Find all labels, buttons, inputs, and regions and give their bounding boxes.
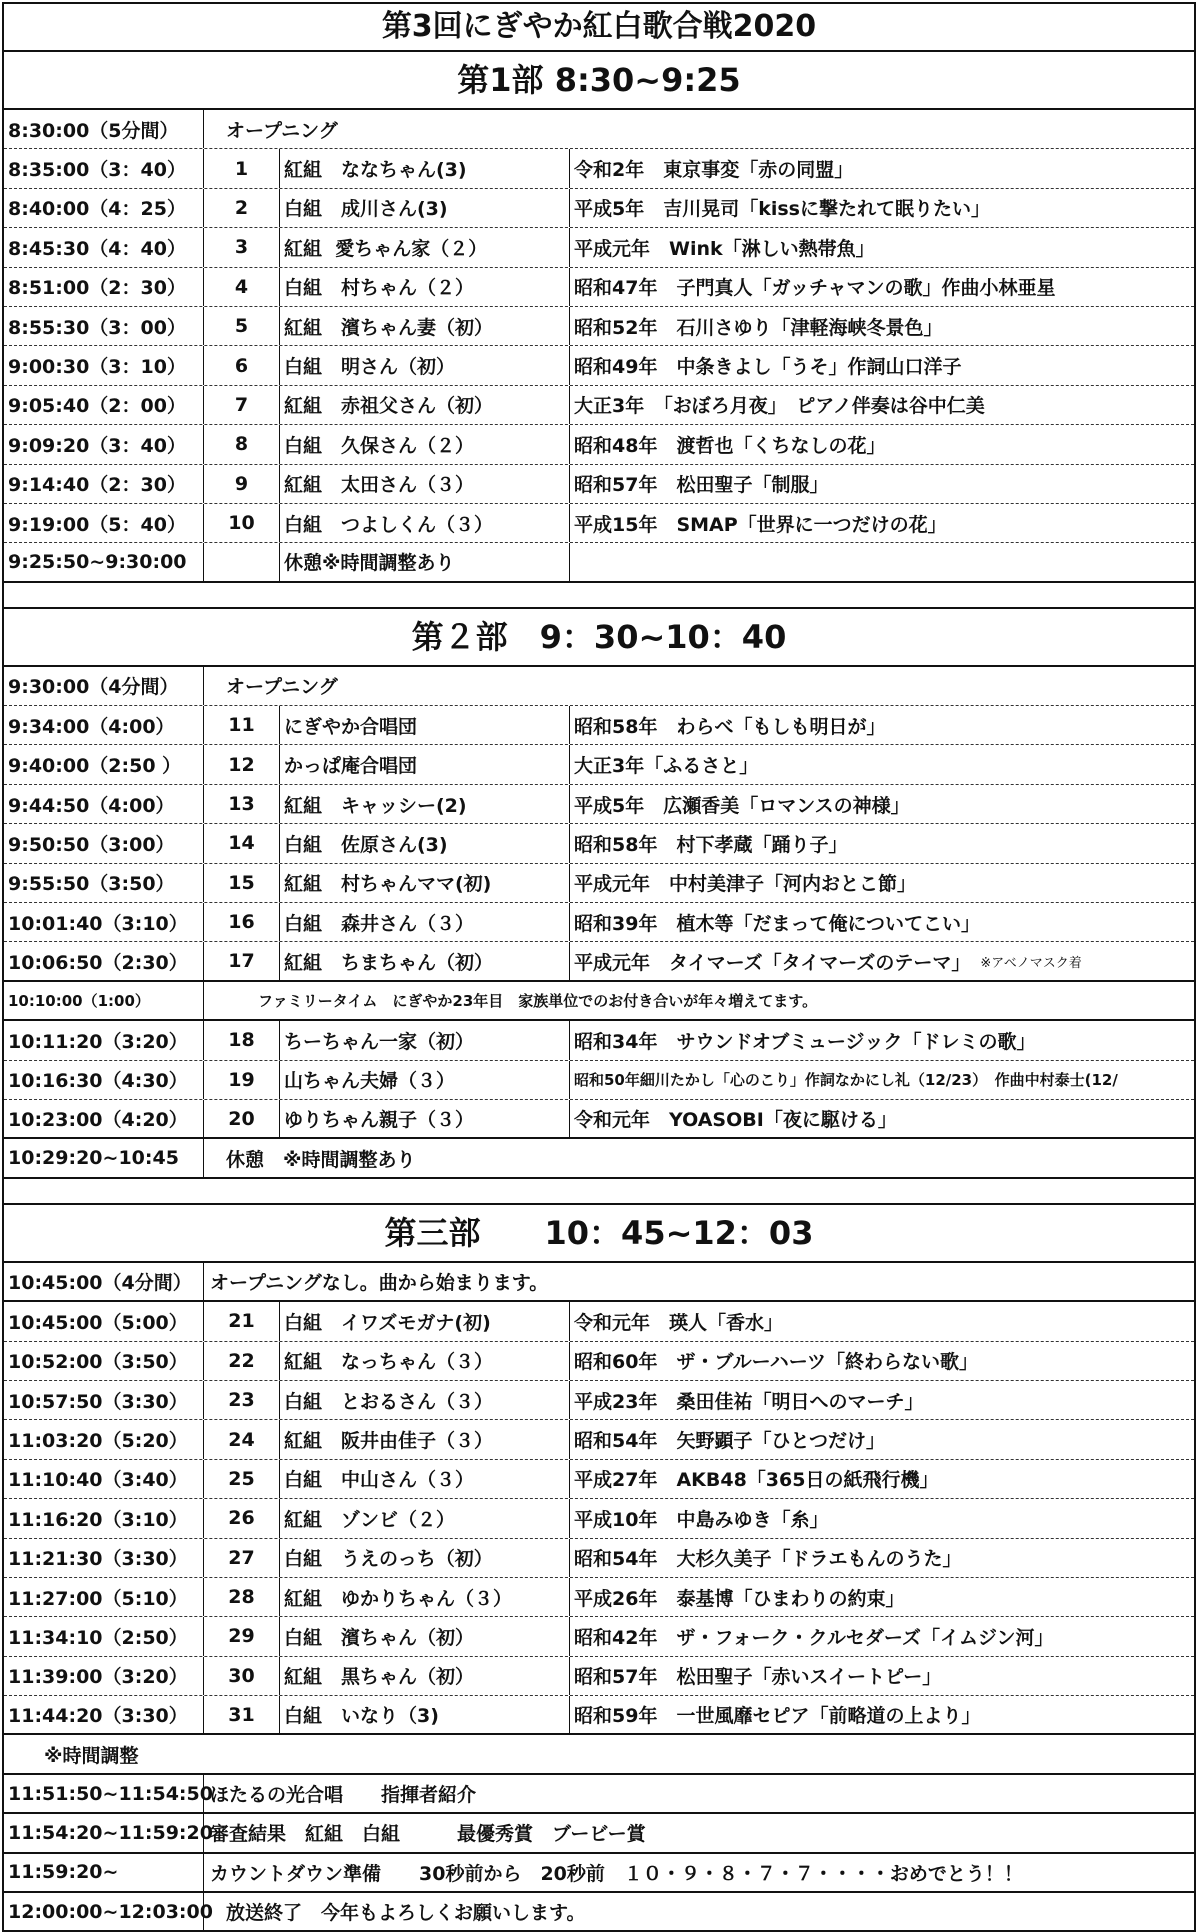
time-cell: 11:27:00（5:10） (4, 1578, 204, 1616)
program-row (4, 1420, 1194, 1459)
performer-cell: 紅組 濱ちゃん妻（初） (280, 307, 570, 345)
finale-text: 放送終了 今年もよろしくお願いします。 (226, 1902, 586, 1925)
time-cell: 8:30:00（5分間） (4, 110, 204, 148)
performer-cell: 休憩※時間調整あり (280, 543, 570, 580)
song-cell: 昭和57年 松田聖子「制服」 (574, 474, 829, 497)
time-cell: 10:23:00（4:20） (4, 1100, 204, 1137)
section-gap (4, 1179, 1194, 1205)
part2-header: 第２部 9：30~10：40 (4, 609, 1194, 667)
song-cell: 平成5年 吉川晃司「kissに撃たれて眠りたい」 (574, 198, 990, 221)
part2-rows-2 (4, 1021, 1194, 1139)
program-row (4, 785, 1194, 824)
finale-row (4, 1893, 1194, 1932)
number-cell: 15 (204, 864, 280, 902)
performer-cell: 白組 いなり（3) (280, 1696, 570, 1733)
song-cell: 昭和54年 大杉久美子「ドラエもんのうた」 (574, 1548, 962, 1571)
song-cell: 平成27年 AKB48「365日の紙飛行機」 (574, 1469, 939, 1492)
performer-cell: 白組 濱ちゃん（初） (280, 1617, 570, 1655)
program-row (4, 1061, 1194, 1100)
break-text: 休憩 ※時間調整あり (226, 1148, 416, 1171)
song-cell: 昭和57年 松田聖子「赤いスイートピー」 (574, 1666, 942, 1689)
part1-header: 第1部 8:30~9:25 (4, 52, 1194, 110)
song-cell: 大正3年「ふるさと」 (574, 755, 759, 778)
number-cell: 22 (204, 1342, 280, 1380)
program-row (4, 706, 1194, 745)
number-cell: 13 (204, 785, 280, 823)
family-time-row (4, 982, 1194, 1021)
song-cell (570, 543, 1194, 580)
song-cell: 昭和58年 わらべ「もしも明日が」 (574, 715, 886, 738)
time-cell: 9:55:50（3:50） (4, 864, 204, 902)
program-row (4, 903, 1194, 942)
time-cell: 9:44:50（4:00） (4, 785, 204, 823)
part3-rows (4, 1302, 1194, 1735)
number-cell: 24 (204, 1420, 280, 1458)
part1-opening-row (4, 110, 1194, 149)
program-row (4, 543, 1194, 582)
song-cell: 昭和58年 村下孝蔵「踊り子」 (574, 833, 848, 856)
program-row (4, 149, 1194, 188)
time-cell: 8:40:00（4：25） (4, 189, 204, 227)
number-cell: 4 (204, 268, 280, 306)
program-row (4, 504, 1194, 543)
program-row (4, 465, 1194, 504)
performer-cell: 紅組 黒ちゃん（初） (280, 1657, 570, 1695)
finale-text: カウントダウン準備 30秒前から 20秒前 １０・９・８・７・７・・・・おめでとう！！ (210, 1862, 1023, 1885)
song-cell: 昭和52年 石川さゆり「津軽海峡冬景色」 (574, 316, 943, 339)
program-row (4, 425, 1194, 464)
program-row (4, 1460, 1194, 1499)
program-row (4, 1657, 1194, 1696)
part1-rows (4, 149, 1194, 582)
part2-rows (4, 706, 1194, 982)
performer-cell: にぎやか合唱団 (280, 706, 570, 744)
program-sheet (2, 2, 1196, 1932)
program-row (4, 307, 1194, 346)
time-cell: 11:59:20~ (4, 1854, 204, 1891)
song-cell: 令和2年 東京事変「赤の同盟」 (574, 159, 854, 182)
program-row (4, 745, 1194, 784)
performer-cell: 白組 つよしくん（３） (280, 504, 570, 542)
time-cell: 11:16:20（3:10） (4, 1499, 204, 1537)
performer-cell: 白組 成川さん(3) (280, 189, 570, 227)
performer-cell: ちーちゃん一家（初） (280, 1021, 570, 1059)
number-cell: 26 (204, 1499, 280, 1537)
number-cell: 28 (204, 1578, 280, 1616)
program-row (4, 1499, 1194, 1538)
finale-row (4, 1814, 1194, 1853)
number-cell: 8 (204, 425, 280, 463)
song-cell: 昭和48年 渡哲也「くちなしの花」 (574, 434, 886, 457)
time-cell: 8:35:00（3：40） (4, 149, 204, 187)
program-row (4, 268, 1194, 307)
program-row (4, 942, 1194, 981)
part2-opening-row (4, 667, 1194, 706)
song-cell: 平成26年 泰基博「ひまわりの約束」 (574, 1587, 905, 1610)
song-cell: 令和元年 瑛人「香水」 (574, 1311, 784, 1334)
song-cell: 昭和49年 中条きよし「うそ」作詞山口洋子 (574, 356, 962, 379)
time-cell: 11:51:50~11:54:50 (4, 1775, 204, 1812)
opening-text: オープニングなし。曲から始まります。 (210, 1271, 549, 1294)
number-cell: 9 (204, 465, 280, 503)
number-cell: 2 (204, 189, 280, 227)
time-cell: 11:44:20（3:30） (4, 1696, 204, 1733)
song-cell: 昭和50年細川たかし「心のこり」作詞なかにし礼（12/23） 作曲中村泰士(12/ (574, 1071, 1118, 1090)
time-cell: 10:06:50（2:30） (4, 942, 204, 979)
time-adjust-note: ※時間調整 (44, 1744, 139, 1767)
song-note: ※アベノマスク着 (980, 955, 1082, 971)
performer-cell: 白組 森井さん（３） (280, 903, 570, 941)
number-cell: 19 (204, 1061, 280, 1099)
program-row (4, 1021, 1194, 1060)
time-cell: 10:01:40（3:10） (4, 903, 204, 941)
time-cell: 9:34:00（4:00） (4, 706, 204, 744)
finale-rows (4, 1775, 1194, 1932)
performer-cell: 紅組 村ちゃんママ(初) (280, 864, 570, 902)
time-cell: 9:19:00（5：40） (4, 504, 204, 542)
song-cell: 昭和54年 矢野顕子「ひとつだけ」 (574, 1430, 886, 1453)
program-row (4, 1342, 1194, 1381)
number-cell: 16 (204, 903, 280, 941)
program-row (4, 1539, 1194, 1578)
number-cell: 1 (204, 149, 280, 187)
opening-text: オープニング (226, 119, 338, 142)
time-cell: 12:00:00~12:03:00 (4, 1893, 204, 1930)
number-cell: 21 (204, 1302, 280, 1340)
performer-cell: 白組 中山さん（３） (280, 1460, 570, 1498)
time-cell: 10:29:20~10:45 (4, 1139, 204, 1176)
performer-cell: 紅組 ちまちゃん（初） (280, 942, 570, 979)
number-cell: 25 (204, 1460, 280, 1498)
time-cell: 11:39:00（3:20） (4, 1657, 204, 1695)
performer-cell: 白組 イワズモガナ(初) (280, 1302, 570, 1340)
performer-cell: 白組 久保さん（２） (280, 425, 570, 463)
opening-text: オープニング (226, 676, 338, 699)
number-cell: 12 (204, 745, 280, 783)
program-row (4, 1381, 1194, 1420)
finale-row (4, 1854, 1194, 1893)
number-cell: 18 (204, 1021, 280, 1059)
time-cell: 11:21:30（3:30） (4, 1539, 204, 1577)
song-cell: 昭和59年 一世風靡セピア「前略道の上より」 (574, 1705, 981, 1728)
time-cell: 11:10:40（3:40） (4, 1460, 204, 1498)
number-cell: 5 (204, 307, 280, 345)
song-cell: 平成23年 桑田佳祐「明日へのマーチ」 (574, 1390, 924, 1413)
song-cell: 昭和60年 ザ・ブルーハーツ「終わらない歌」 (574, 1351, 978, 1374)
number-cell: 6 (204, 346, 280, 384)
time-cell: 8:51:00（2：30） (4, 268, 204, 306)
song-cell: 平成15年 SMAP「世界に一つだけの花」 (574, 513, 947, 536)
program-row (4, 1696, 1194, 1735)
number-cell: 10 (204, 504, 280, 542)
family-time-text: ファミリータイム にぎやか23年目 家族単位でのお付き合いが年々増えてます。 (258, 992, 818, 1010)
number-cell: 11 (204, 706, 280, 744)
time-cell: 9:40:00（2:50 ） (4, 745, 204, 783)
performer-cell: ゆりちゃん親子（３） (280, 1100, 570, 1137)
part3-header: 第三部 10：45~12：03 (4, 1205, 1194, 1263)
performer-cell: 紅組 ななちゃん(3) (280, 149, 570, 187)
part2-break-row (4, 1139, 1194, 1178)
number-cell: 31 (204, 1696, 280, 1733)
song-cell: 平成元年 Wink「淋しい熱帯魚」 (574, 237, 875, 260)
time-cell: 8:45:30（4：40） (4, 228, 204, 266)
performer-cell: 山ちゃん夫婦（３） (280, 1061, 570, 1099)
time-cell: 10:52:00（3:50） (4, 1342, 204, 1380)
time-cell: 11:03:20（5:20） (4, 1420, 204, 1458)
performer-cell: 紅組 なっちゃん（３） (280, 1342, 570, 1380)
time-cell: 10:11:20（3:20） (4, 1021, 204, 1059)
program-row (4, 1617, 1194, 1656)
performer-cell: 白組 うえのっち（初） (280, 1539, 570, 1577)
number-cell: 20 (204, 1100, 280, 1137)
program-row (4, 228, 1194, 267)
performer-cell: 紅組 ゆかりちゃん（３） (280, 1578, 570, 1616)
number-cell: 14 (204, 824, 280, 862)
song-cell: 昭和39年 植木等「だまって俺についてこい」 (574, 912, 981, 935)
program-row (4, 1100, 1194, 1139)
performer-cell: 紅組 キャッシー(2) (280, 785, 570, 823)
time-cell: 9:00:30（3：10） (4, 346, 204, 384)
section-gap (4, 583, 1194, 609)
number-cell: 30 (204, 1657, 280, 1695)
program-row (4, 824, 1194, 863)
performer-cell: 紅組 阪井由佳子（３） (280, 1420, 570, 1458)
song-cell: 令和元年 YOASOBI「夜に駆ける」 (574, 1109, 897, 1132)
song-cell: 平成元年 タイマーズ「タイマーズのテーマ」 (574, 951, 971, 974)
number-cell: 23 (204, 1381, 280, 1419)
time-cell: 10:45:00（5:00） (4, 1302, 204, 1340)
song-cell: 昭和47年 子門真人「ガッチャマンの歌」作曲小林亜星 (574, 277, 1056, 300)
time-cell: 9:05:40（2：00） (4, 386, 204, 424)
performer-cell: 紅組 愛ちゃん家（２） (280, 228, 570, 266)
finale-text: 審査結果 紅組 白組 最優秀賞 ブービー賞 (210, 1823, 646, 1846)
finale-text: ほたるの光合唱 指揮者紹介 (210, 1784, 477, 1807)
performer-cell: 紅組 ゾンビ（２） (280, 1499, 570, 1537)
performer-cell: 紅組 太田さん（３） (280, 465, 570, 503)
number-cell: 3 (204, 228, 280, 266)
program-row (4, 1578, 1194, 1617)
song-cell: 昭和34年 サウンドオブミュージック「ドレミの歌」 (574, 1030, 1036, 1053)
time-cell: 11:54:20~11:59:20 (4, 1814, 204, 1851)
number-cell: 27 (204, 1539, 280, 1577)
number-cell: 7 (204, 386, 280, 424)
song-cell: 平成10年 中島みゆき「糸」 (574, 1508, 829, 1531)
program-row (4, 346, 1194, 385)
time-cell: 10:10:00（1:00） (4, 982, 204, 1019)
number-cell (204, 543, 280, 580)
time-cell: 9:14:40（2：30） (4, 465, 204, 503)
time-cell: 9:09:20（3：40） (4, 425, 204, 463)
time-cell: 11:34:10（2:50） (4, 1617, 204, 1655)
part3-opening-row (4, 1263, 1194, 1302)
page-title: 第3回にぎやか紅白歌合戦2020 (4, 2, 1194, 52)
song-cell: 昭和42年 ザ・フォーク・クルセダーズ「イムジン河」 (574, 1626, 1054, 1649)
song-cell: 平成元年 中村美津子「河内おとこ節」 (574, 873, 917, 896)
number-cell: 17 (204, 942, 280, 979)
time-cell: 9:50:50（3:00） (4, 824, 204, 862)
song-cell: 平成5年 広瀬香美「ロマンスの神様」 (574, 794, 910, 817)
time-cell: 9:30:00（4分間） (4, 667, 204, 705)
performer-cell: 紅組 赤祖父さん（初） (280, 386, 570, 424)
time-cell: 8:55:30（3：00） (4, 307, 204, 345)
time-cell: 10:16:30（4:30） (4, 1061, 204, 1099)
performer-cell: かっぱ庵合唱団 (280, 745, 570, 783)
performer-cell: 白組 村ちゃん（２） (280, 268, 570, 306)
program-row (4, 864, 1194, 903)
song-cell: 大正3年 「おぼろ月夜」 ピアノ伴奏は谷中仁美 (574, 395, 985, 418)
performer-cell: 白組 明さん（初） (280, 346, 570, 384)
number-cell: 29 (204, 1617, 280, 1655)
program-row (4, 386, 1194, 425)
performer-cell: 白組 佐原さん(3) (280, 824, 570, 862)
program-row (4, 189, 1194, 228)
time-cell: 10:57:50（3:30） (4, 1381, 204, 1419)
program-row (4, 1302, 1194, 1341)
time-cell: 9:25:50~9:30:00 (4, 543, 204, 580)
performer-cell: 白組 とおるさん（３） (280, 1381, 570, 1419)
time-adjust-row (4, 1735, 1194, 1774)
finale-row (4, 1775, 1194, 1814)
time-cell: 10:45:00（4分間） (4, 1263, 204, 1300)
